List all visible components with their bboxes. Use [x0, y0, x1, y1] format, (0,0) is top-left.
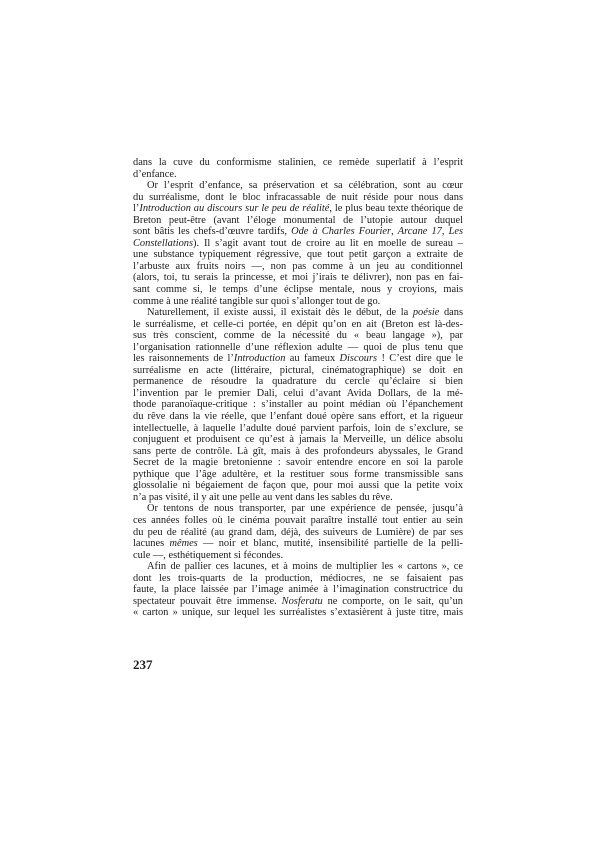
text-line [133, 423, 463, 435]
text-run: sus très conscient, comme de la nécessité du « beau langage »), par [133, 330, 463, 342]
text-line [133, 330, 463, 342]
text-run: glossolalie ni bégaiement de façon que, pour moi aussi que la petite voix [133, 480, 463, 492]
text-line [133, 365, 463, 377]
italic-text-run: Ode à Charles Fourier [291, 226, 392, 238]
paragraph [133, 180, 463, 307]
text-line [133, 480, 463, 492]
text-line [133, 272, 463, 284]
italic-text-run: poésie [412, 307, 440, 319]
italic-text-run: mêmes [169, 538, 198, 550]
paragraph [133, 561, 463, 619]
text-run: surréalisme en acte (littéraire, pictural, cinématographique) se doit en [133, 364, 463, 376]
text-run: les raisonnements de l’ [133, 353, 234, 365]
text-line [133, 538, 463, 550]
text-run: intellectuelle, à laquelle l’adulte doué parvient parfois, loin de s’exclure, se [133, 422, 463, 434]
text-line [133, 469, 463, 481]
text-block [133, 157, 463, 619]
text-run: sont bâtis les chefs-d’œuvre tardifs, [133, 226, 292, 238]
text-run: dans [439, 307, 463, 319]
text-run: une substance typiquement régressive, que tout petit garçon a extraite de [133, 249, 463, 261]
text-run: faute, la place laissée par l’image animée à l’imagination constructrice du [133, 584, 463, 596]
text-line [133, 192, 463, 204]
text-run: dont les trois-quarts de la production, médiocres, ne se faisaient pas [133, 572, 463, 584]
italic-text-run: Arcane 17 [397, 226, 442, 238]
text-line [133, 157, 463, 169]
text-run: ces années folles où le cinéma pouvait paraître installé tout entier au sein [133, 514, 463, 526]
italic-text-run: Constellations [133, 237, 194, 249]
text-run: Breton peut-être (avant l’éloge monumental de l’utopie autour duquel [133, 214, 463, 226]
text-line [133, 319, 463, 331]
text-line [133, 503, 463, 515]
text-run: pythique que l’âge adultère, et la restituer sous forme transmissible sans [133, 468, 463, 480]
text-line [133, 238, 463, 250]
text-run: l’ [133, 203, 140, 215]
text-line [133, 226, 463, 238]
text-line [133, 527, 463, 539]
text-run: du rêve dans la vie réelle, que l’enfant doué opère sans effort, et la rigueur [133, 411, 463, 423]
text-line [133, 307, 463, 319]
text-run: ne comporte, on le sait, qu’un [322, 595, 463, 607]
text-run: le surréalisme, et celle-ci portée, en dépit qu’on en ait (Breton est là-des- [133, 318, 463, 330]
text-run: Or tentons de nous transporter, par une expérience de pensée, jusqu’à [147, 503, 463, 515]
text-line [133, 169, 463, 181]
text-run: d’enfance. [133, 168, 177, 180]
text-line [133, 376, 463, 388]
text-line [133, 261, 463, 273]
text-line [133, 446, 463, 458]
text-run: permanence de résoudre la quadrature du cercle qu’éclaire si bien [133, 376, 463, 388]
text-run: ). Il s’agit avant tout de croire au lit en moelle de sureau – [193, 237, 463, 249]
text-line [133, 353, 463, 365]
text-line [133, 203, 463, 215]
text-line [133, 296, 463, 308]
text-run: comme à une réalité tangible sur quoi s’allonger tout de go. [133, 295, 381, 307]
text-line [133, 584, 463, 596]
text-run: ! C’est dire que le [377, 353, 463, 365]
italic-text-run: Introduction [233, 353, 286, 365]
paragraph [133, 157, 463, 180]
text-run: n’a pas visité, il y ait une pelle au vent dans les sables du rêve. [133, 491, 393, 503]
text-run: sans perte de contrôle. Là gît, mais à des profondeurs abyssales, le Grand [133, 445, 463, 457]
text-line [133, 457, 463, 469]
text-line [133, 342, 463, 354]
text-line [133, 388, 463, 400]
text-line [133, 561, 463, 573]
text-line [133, 180, 463, 192]
text-run: Secret de la magie bretonienne : savoir entendre encore en soi la parole [133, 457, 463, 469]
paragraph [133, 307, 463, 503]
text-run: du peu de réalité (au grand dam, déjà, des suiveurs de Lumière) de par ses [133, 526, 463, 538]
text-run: Naturellement, il existe aussi, il existait dès le début, de la [147, 307, 413, 319]
text-run: sant comme si, le temps d’une éclipse mentale, nous y croyions, mais [133, 284, 463, 296]
text-line [133, 573, 463, 585]
text-line [133, 596, 463, 608]
text-run: l’arbuste aux fruits noirs —, non pas comme à un jeu au conditionnel [133, 260, 463, 272]
italic-text-run: Nosferatu [281, 595, 323, 607]
text-run: dans la cuve du conformisme stalinien, ce remède superlatif à l’esprit [133, 157, 463, 168]
text-run: Or l’esprit d’enfance, sa préservation et sa célébration, sont au cœur [147, 180, 463, 192]
italic-text-run: Introduction au discours sur le peu de réalité [139, 203, 330, 215]
text-line [133, 492, 463, 504]
text-line [133, 607, 463, 619]
paragraph [133, 503, 463, 561]
text-run: du surréalisme, dont le bloc infracassable de nuit réside pour nous dans [133, 191, 463, 203]
text-run: thode paranoïaque-critique : s’installer au point médian où l’épanchement [133, 399, 463, 411]
text-line [133, 550, 463, 562]
text-run: , [391, 226, 398, 238]
text-line [133, 249, 463, 261]
text-run: l’organisation rationnelle d’une réflexion adulte — quoi de plus tenu que [133, 341, 463, 353]
text-run: conjuguent et produisent ce qu’est à jamais la Merveille, un délice absolu [133, 434, 463, 446]
text-line [133, 515, 463, 527]
text-run: , le plus beau texte théorique de [329, 203, 463, 215]
text-run: — noir et blanc, mutité, insensibilité partielle de la pelli- [197, 538, 463, 550]
text-line [133, 434, 463, 446]
text-run: spectateur pouvait être immense. [133, 595, 282, 607]
text-line [133, 399, 463, 411]
text-run: (alors, toi, tu serais la princesse, et moi j’irais te délivrer), non pas en fai- [133, 272, 463, 284]
text-run: Afin de pallier ces lacunes, et à moins de multiplier les « cartons », ce [147, 561, 463, 573]
text-run: « carton » unique, sur lequel les surréalistes s’extasièrent à juste titre, mais [133, 607, 463, 619]
text-run: cule —, esthétiquement si fécondes. [133, 549, 284, 561]
text-run: l’invention par le premier Dali, celui d’avant Avida Dollars, de la mé- [133, 387, 463, 399]
text-line [133, 284, 463, 296]
text-run: lacunes [133, 538, 170, 550]
italic-text-run: Discours [339, 353, 378, 365]
text-line [133, 411, 463, 423]
text-run: au fameux [285, 353, 340, 365]
page-number: 237 [133, 657, 153, 672]
text-line [133, 215, 463, 227]
italic-text-run: Les [448, 226, 464, 238]
text-run: , [441, 226, 449, 238]
